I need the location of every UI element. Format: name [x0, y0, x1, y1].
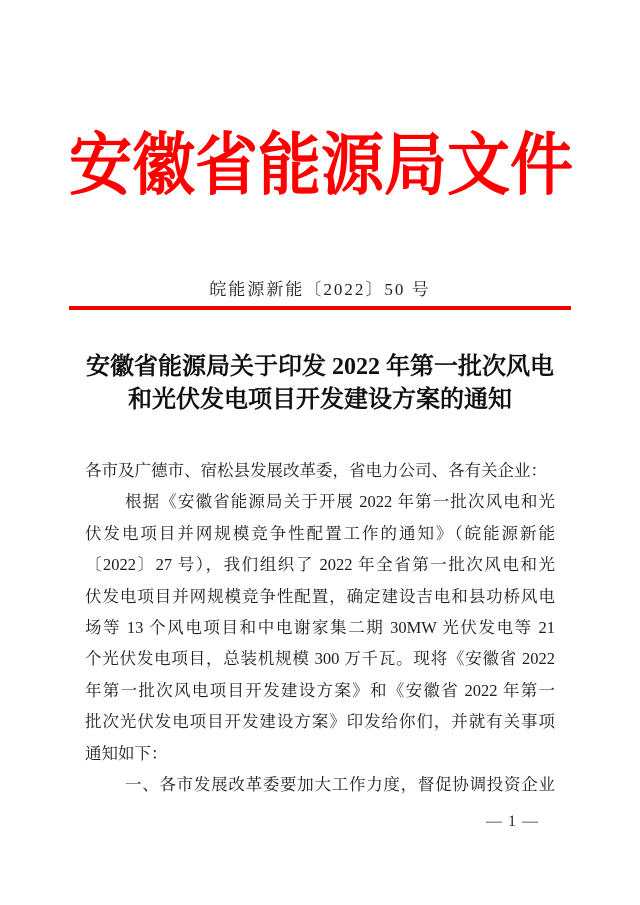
document-title-line-1: 安徽省能源局关于印发 2022 年第一批次风电: [86, 354, 554, 380]
body-line: 伏发电项目并网规模竞争性配置，确定建设吉电和县功桥风电: [85, 586, 555, 606]
document-title-line-2: 和光伏发电项目开发建设方案的通知: [128, 387, 512, 413]
header-title-char: 文: [447, 127, 510, 204]
body-line: 伏发电项目并网规模竞争性配置工作的通知》（皖能源新能: [85, 523, 555, 543]
body-line: 批次光伏发电项目开发建设方案》印发给你们，并就有关事项: [85, 712, 555, 732]
document-title: [70, 351, 570, 417]
header-title-char: 源: [321, 127, 384, 204]
header-title-char: 安: [69, 127, 132, 204]
body-line: 一、各市发展改革委要加大工作力度，督促协调投资企业: [125, 774, 555, 794]
page-number: — 1 —: [486, 813, 539, 830]
body-line: 各市及广德市、宿松县发展改革委，省电力公司、各有关企业：: [85, 461, 547, 480]
body-line: 个光伏发电项目，总装机规模 300 万千瓦。现将《安徽省 2022: [85, 649, 555, 669]
header-title-char: 件: [510, 127, 573, 204]
header-title-char: 徽: [132, 127, 195, 204]
red-separator-line: [69, 306, 571, 310]
header-title: [69, 127, 571, 205]
body-line: 通知如下：: [85, 743, 168, 763]
body-line: 〔2022〕27 号），我们组织了 2022 年全省第一批次风电和光: [85, 555, 555, 575]
header-title-char: 能: [258, 127, 321, 204]
body-text: [85, 455, 555, 800]
header-title-char: 省: [195, 127, 258, 204]
body-line: 场等 13 个风电项目和中电谢家集二期 30MW 光伏发电等 21: [85, 617, 555, 637]
doc-number: 皖能源新能〔2022〕50 号: [209, 280, 431, 299]
body-line: 年第一批次风电项目开发建设方案》和《安徽省 2022 年第一: [85, 680, 555, 700]
header-title-char: 局: [384, 127, 447, 204]
body-line: 根据《安徽省能源局关于开展 2022 年第一批次风电和光: [125, 492, 555, 512]
